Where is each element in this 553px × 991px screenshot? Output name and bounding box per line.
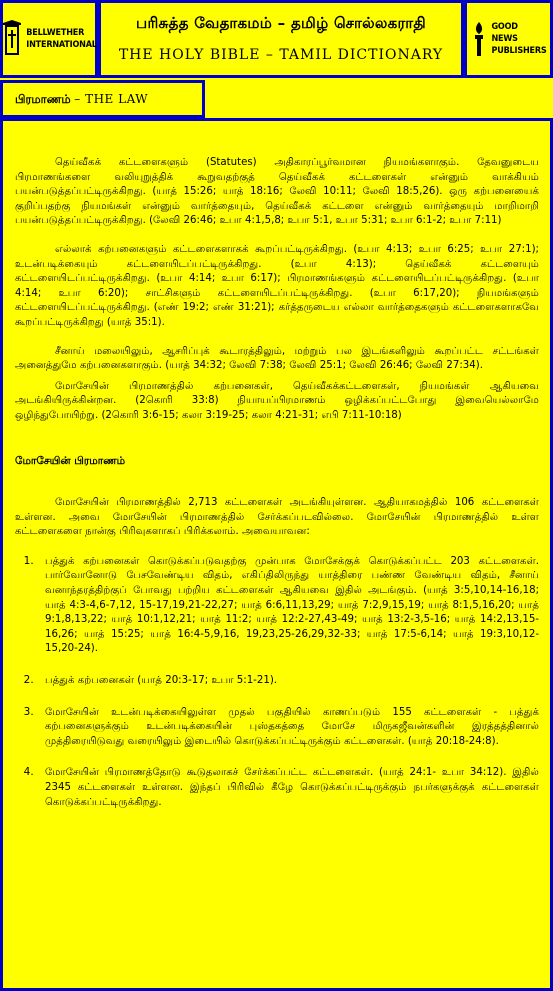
logo-right-line-2: PUBLISHERS <box>491 46 547 56</box>
bellwether-logo <box>3 3 95 75</box>
section-title-tamil: பிரமாணம் <box>15 92 71 106</box>
good-news-logo-box <box>464 0 553 78</box>
list-item: 2. பத்துக் கற்பனைகள் (யாத் 20:3-17; உபா 5:1-21). <box>37 673 539 689</box>
title-english: THE HOLY BIBLE – TAMIL DICTIONARY <box>118 47 444 63</box>
content-box <box>0 118 553 991</box>
torch-icon <box>470 19 488 59</box>
section-label <box>3 83 202 108</box>
bellwether-logo-box <box>0 0 98 78</box>
division-list <box>15 554 539 810</box>
list-item: 1. பத்துக் கற்பனைகள் கொடுக்கப்படுவதற்கு முன்பாக மோசேக்குக் கொடுக்கப்பட்ட 203 கட்டளைகள். பார்வோனோடு பேசவேண்டிய விதம், எகிப்திலிருந்து யாத்திரை பண்ண வேண்டிய விதம், சீனாய் வனாந்தரத்திற்குப் போவது பற்றிய கட்டளைகள் ஆகியவை இதில் அடங்கும். (யாத் 3:5,10,14-16,18; யாத் 4:3-4,6-7,12, 15-17,19,21-22,27; யாத் 6:6,11,13,29; யாத் 7:2,9,15,19; யாத் 8:1,5,16,20; யாத் 9:1,8,13,22; யாத் 10:1,12,21; யாத் 11:2; யாத் 12:2-27,43-49; யாத் 13:2-3,5-16; யாத் 14:2,13,15-16,26; யாத் 15:25; யாத் 16:4-5,9,16, 19,23,25-26,29,32-33; யாத் 17:5-6,14; யாத் 19:3,10,12-15,20-24). <box>37 554 539 657</box>
paragraph-sinai: சீனாய் மலையிலும், ஆசரிப்புக் கூடாரத்திலும், மற்றும் பல இடங்களிலும் கூறப்பட்ட சட்டங்கள் அனைத்துமே கற்பனைகளாகும். (யாத் 34:32; லேவி 7:38; லேவி 25:1; லேவி 26:46; லேவி 27:34). <box>15 345 539 372</box>
content-body <box>15 156 539 826</box>
section-title-english: – THE LAW <box>74 92 149 106</box>
logo-left-line-1: BELLWETHER <box>26 28 85 38</box>
paragraph-statutes: தெய்வீகக் கட்டளைகளும் (Statutes) அதிகாரப்பூர்வமான நியமங்களாகும். தேவனுடைய பிரமாணங்களை வலியுறுத்திக் கூறுவதற்குத் தெய்வீகக் கட்டளைகள் என்னும் வாக்கியம் பயன்படுத்தப்பட்டிருக்கிறது. (யாத் 15:26; யாத் 18:16; லேவி 10:11; லேவி 18:5,26). ஒரு கற்பனையைக் குறிப்பதற்கு நியமங்கள் என்னும் வார்த்தையும், தெய்வீகக் கட்டளை என்னும் வார்த்தையும் மாறிமாறி பயன்படுத்தப்பட்டிருக்கிறது. (லேவி 26:46; உபா 4:1,5,8; உபா 5:1, உபா 5:31; உபா 6:1-2; உபா 7:11) <box>15 157 539 227</box>
paragraph-moses-law: மோசேயின் பிரமாணத்தில் கற்பனைகள், தெய்வீகக்கட்டளைகள், நியமங்கள் ஆகியவை அடங்கியிருக்கின்றன. (2கொரி 33:8) நியாயப்பிரமாணம் ஒழிக்கப்பட்டபோது இவையெல்லாமே ஒழிந்துபோயிற்று. (2கொரி 3:6-15; கலா 3:19-25; கலா 4:21-31; எபி 7:11-10:18) <box>15 380 539 421</box>
good-news-logo <box>467 3 550 75</box>
paragraph-intro: மோசேயின் பிரமாணத்தில் 2,713 கட்டளைகள் அடங்கியுள்ளன. ஆதியாகமத்தில் 106 கட்டளைகள் உள்ளன. அவை மோசேயின் பிரமாணத்தில் சேர்க்கப்படவில்லை. மோசேயின் பிரமாணத்தில் உள்ள கட்டளைகளை நான்கு பிரிவுகளாகப் பிரிக்கலாம். அவையாவன: <box>15 497 539 538</box>
section-label-box <box>0 80 205 118</box>
paragraph-commandments: எல்லாக் கற்பனைகளும் கட்டளைகளாகக் கூறப்பட்டிருக்கிறது. (உபா 4:13; உபா 6:25; உபா 27:1); உடன்படிக்கையும் கட்டளையிடப்பட்டிருக்கிறது. (உபா 4:13); தெய்வீகக் கட்டளையும் கட்டளையிடப்பட்டிருக்கிறது. (உபா 4:14; உபா 6:17); பிரமாணங்களும் கட்டளையிடப்பட்டிருக்கிறது. (உபா 4:14; உபா 6:20); சாட்சிகளும் கட்டளையிடப்பட்டிருக்கிறது. (உபா 6:17,20); நியமங்களும் கட்டளையிடப்பட்டிருக்கிறது. (எண் 19:2; எண் 31:21); கர்த்தருடைய எல்லா வார்த்தைகளும் கட்டளைகளாகவே கூறப்பட்டிருக்கிறது (யாத் 35:1). <box>15 243 539 328</box>
list-item: 3. மோசேயின் உடன்படிக்கையிலுள்ள முதல் பகுதியில் காணப்படும் 155 கட்டளைகள் - பத்துக் கற்பனைகளுக்கும் உடன்படிக்கையின் புஸ்தகத்தை மோசே மிருகஜீவன்களின் இரத்தத்தினால் முத்திரையிடுவது வரையிலும் இடையில் கொடுக்கப்பட்டிருக்கும் கட்டளைகள். (யாத் 20:18-24:8). <box>37 705 539 750</box>
title-tamil: பரிசுத்த வேதாகமம் – தமிழ் சொல்லகராதி <box>135 14 427 32</box>
logo-left-line-2: INTERNATIONAL <box>26 40 97 50</box>
logo-right-line-1: GOOD NEWS <box>491 22 518 44</box>
title-box <box>98 0 464 78</box>
subheading-law-of-moses: மோசேயின் பிரமாணம் <box>15 454 126 467</box>
list-item: 4. மோசேயின் பிரமாணத்தோடு கூடுதலாகச் சேர்க்கப்பட்ட கட்டளைகள். (யாத் 24:1- உபா 34:12). இதில் 2345 கட்டளைகள் உள்ளன. இந்தப் பிரிவில் கீழே கொடுக்கப்பட்டிருக்கும் நபர்களுக்குக் கட்டளைகள் கொடுக்கப்பட்டிருக்கிறது. <box>37 765 539 810</box>
bible-book-icon <box>1 19 23 59</box>
